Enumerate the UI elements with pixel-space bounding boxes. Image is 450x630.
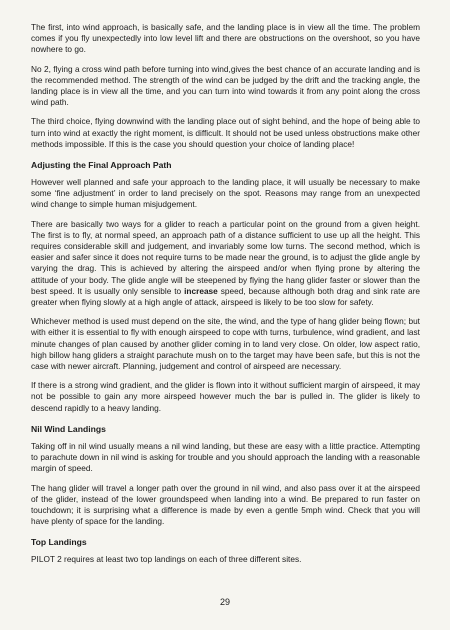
- text-increase-emphasis: increase: [184, 285, 218, 296]
- page-number: 29: [219, 597, 230, 607]
- paragraph-two-ways: [31, 219, 420, 309]
- text-two-ways-start: There are basically two ways for a glider to reach a particular point on the ground from a given height. The first is to fly, at normal speed, an approach path of a distance sufficient to use up all the height. This requires considerable skill and judgement, and invariably some low turns. The second method, which is easier and safer since it does not require turns to be made near the ground, is to adjust the glide angle by varying the drag. This is achieved by altering the airspeed and/or when flying prone by altering the attitude of your body. The glide angle will be steepened by flying the hang glider faster or slower than the best speed. It is usually only sensible to: [31, 218, 420, 296]
- text-two-ways-end: speed, because although both drag and sink rate are greater when flying slowly at a high angle of attack, airspeed is likely to be too slow for safety.: [31, 285, 420, 308]
- heading-top-landings: Top Landings: [31, 537, 87, 548]
- paragraph-pilot-2-requirement: PILOT 2 requires at least two top landings on each of three different sites.: [31, 554, 302, 565]
- heading-final-approach: Adjusting the Final Approach Path: [31, 160, 172, 171]
- paragraph-downwind-approach: The third choice, flying downwind with the landing place out of sight behind, and the hope of being able to turn into wind at exactly the right moment, is difficult. It should not be used unless obstructions make other methods impossible. If this is the case you should question your choice of landing place!: [31, 116, 420, 149]
- paragraph-cross-wind-path: No 2, flying a cross wind path before turning into wind,gives the best chance of an accurate landing and is the recommended method. The strength of the wind can be judged by the drift and the tracking angle, the landing place is in view all the time, and you can turn into wind towards it from any point along the cross wind path.: [31, 63, 420, 108]
- paragraph-whichever-method: Whichever method is used must depend on the site, the wind, and the type of hang glider being flown; but with either it is essential to fly with enough airspeed to cope with turns, turbulence, wind gradient, and last minute changes of plan caused by another glider coming in to land very close. On older, low aspect ratio, high billow hang gliders a straight parachute mush on to the target may have been safe, but this is not the case with newer aircraft. Planning, judgement and control of airspeed are necessary.: [31, 316, 420, 372]
- paragraph-fine-adjustment: However well planned and safe your approach to the landing place, it will usually be necessary to make some ‘fine adjustment’ in order to land precisely on the spot. Reasons may range from an unexpected wind change to simple human misjudgement.: [31, 177, 420, 210]
- paragraph-into-wind-approach: The first, into wind approach, is basically safe, and the landing place is in view all the time. The problem comes if you fly unexpectedly into low level lift and there are obstructions on the overshoot, so you have nowhere to go.: [31, 22, 420, 55]
- paragraph-nil-wind-takeoff: Taking off in nil wind usually means a nil wind landing, but these are easy with a little practice. Attempting to parachute down in nil wind is asking for trouble and you should approach the landing with a reasonable margin of speed.: [31, 440, 420, 474]
- paragraph-wind-gradient: If there is a strong wind gradient, and the glider is flown into it without sufficient margin of airspeed, it may not be possible to gain any more airspeed however much the bar is pulled in. The glider is likely to descend rapidly to a heavy landing.: [31, 380, 420, 413]
- heading-nil-wind-landings: Nil Wind Landings: [31, 423, 106, 434]
- paragraph-nil-wind-groundspeed: The hang glider will travel a longer path over the ground in nil wind, and also pass over it at the airspeed of the glider, instead of the lower groundspeed when landing into a wind. Be prepared to run faster on touchdown; it is surprising what a difference is made by even a gentle 5mph wind. Check that you will have plenty of space for the landing.: [31, 482, 420, 527]
